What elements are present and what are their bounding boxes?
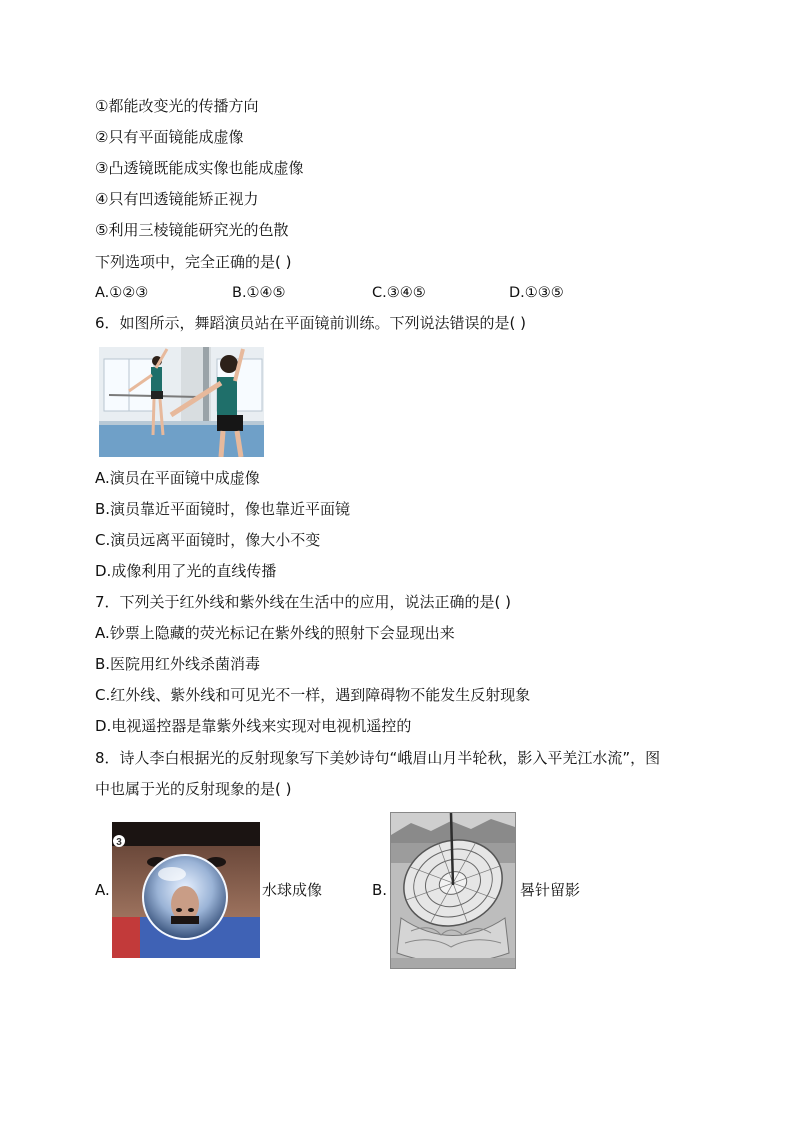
dancer-mirror-image bbox=[99, 347, 264, 457]
q7-option-c: C.红外线、紫外线和可见光不一样，遇到障碍物不能发生反射现象 bbox=[95, 686, 531, 704]
q5-option-d: D.①③⑤ bbox=[509, 285, 564, 301]
image-badge: 3 bbox=[116, 837, 122, 848]
q5-stem: 下列选项中，完全正确的是( ) bbox=[95, 253, 292, 271]
q8-option-b-caption: 晷针留影 bbox=[520, 881, 581, 899]
q7-option-d: D.电视遥控器是靠紫外线来实现对电视机遥控的 bbox=[95, 717, 412, 735]
q8-stem-line1: 8．诗人李白根据光的反射现象写下美妙诗句“峨眉山月半轮秋，影入平羌江水流”，图 bbox=[95, 749, 661, 767]
q6-option-a: A.演员在平面镜中成虚像 bbox=[95, 469, 260, 487]
q5-option-a: A.①②③ bbox=[95, 285, 149, 301]
sundial-image bbox=[390, 812, 516, 969]
q6-option-b: B.演员靠近平面镜时，像也靠近平面镜 bbox=[95, 500, 351, 518]
statement-2: ②只有平面镜能成虚像 bbox=[95, 128, 244, 146]
statement-3: ③凸透镜既能成实像也能成虚像 bbox=[95, 159, 304, 177]
statement-5: ⑤利用三棱镜能研究光的色散 bbox=[95, 221, 289, 239]
q7-stem: 7．下列关于红外线和紫外线在生活中的应用，说法正确的是( ) bbox=[95, 593, 512, 611]
q7-option-a: A.钞票上隐藏的荧光标记在紫外线的照射下会显现出来 bbox=[95, 624, 455, 642]
q6-option-d: D.成像利用了光的直线传播 bbox=[95, 562, 277, 580]
q6-stem: 6．如图所示，舞蹈演员站在平面镜前训练。下列说法错误的是( ) bbox=[95, 314, 527, 332]
q8-stem-line2: 中也属于光的反射现象的是( ) bbox=[95, 780, 292, 798]
statement-4: ④只有凹透镜能矫正视力 bbox=[95, 190, 259, 208]
q6-option-c: C.演员远离平面镜时，像大小不变 bbox=[95, 531, 321, 549]
q7-option-b: B.医院用红外线杀菌消毒 bbox=[95, 655, 261, 673]
water-ball-image bbox=[112, 822, 260, 958]
q8-option-b-letter: B. bbox=[372, 881, 388, 899]
q8-option-a-caption: 水球成像 bbox=[262, 881, 323, 899]
q5-option-b: B.①④⑤ bbox=[232, 285, 286, 301]
q5-option-c: C.③④⑤ bbox=[372, 285, 426, 301]
q8-option-a-letter: A. bbox=[95, 881, 110, 899]
statement-1: ①都能改变光的传播方向 bbox=[95, 97, 259, 115]
